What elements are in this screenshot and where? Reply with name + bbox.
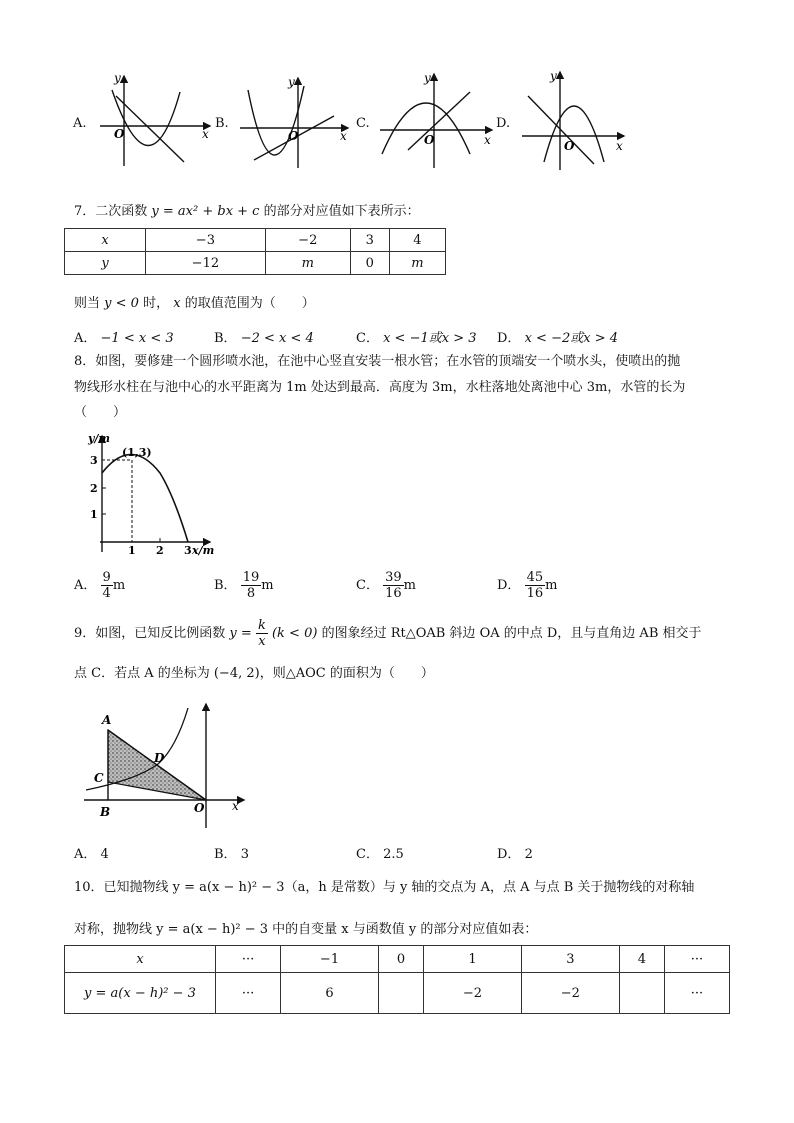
table-header-y: y (65, 252, 146, 275)
table-cell: 4 (619, 946, 664, 973)
table-header-x: x (65, 229, 146, 252)
q6-option-b-letter: B. (215, 116, 229, 131)
y-label: y (288, 75, 295, 89)
table-row (65, 229, 446, 252)
x-tick-3: 3 (184, 544, 192, 556)
parabola (544, 106, 604, 162)
table-cell: −12 (146, 252, 266, 275)
q6-graph-d (516, 66, 628, 174)
x-label: x (202, 127, 209, 141)
table-cell: ··· (216, 973, 281, 1014)
y-axis-label: y/m (88, 432, 111, 445)
table-row (65, 946, 730, 973)
q6-graph-b (234, 72, 352, 170)
q9-choice-c[interactable]: C． 2.5 (356, 847, 404, 862)
point-c-label: C (94, 771, 104, 785)
table-header-y: y = a(x − h)² − 3 (65, 973, 216, 1014)
x-axis-label: x (232, 799, 239, 813)
table-cell: 6 (281, 973, 379, 1014)
origin-label: O (114, 127, 125, 141)
table-cell: m (389, 252, 445, 275)
table-header-x: x (65, 946, 216, 973)
x-label: x (484, 133, 491, 147)
table-cell: 4 (389, 229, 445, 252)
x-tick-1: 1 (128, 544, 136, 556)
origin-label: O (288, 129, 299, 143)
table-cell (378, 973, 423, 1014)
y-tick-3: 3 (90, 454, 98, 467)
y-label: y (114, 71, 121, 85)
table-cell: ··· (664, 973, 729, 1014)
q6-graph-a (92, 70, 214, 170)
table-cell (619, 973, 664, 1014)
table-row (65, 252, 446, 275)
q10-stem-line-2: 对称，抛物线 y = a(x − h)² − 3 中的自变量 x 与函数值 y 的部分对应值如表： (74, 922, 538, 937)
y-tick-2: 2 (90, 482, 98, 495)
table-cell: −1 (281, 946, 379, 973)
parabola (248, 86, 304, 155)
origin-label: O (424, 133, 435, 147)
q9-choice-a[interactable]: A． 4 (74, 847, 109, 862)
y-tick-1: 1 (90, 508, 98, 521)
q7-value-table (64, 228, 446, 275)
water-parabola (102, 455, 188, 543)
q7-stem: 7．二次函数 y = ax² + bx + c 的部分对应值如下表所示： (74, 204, 420, 219)
table-cell: −2 (521, 973, 619, 1014)
table-cell: 0 (378, 946, 423, 973)
q7-choice-c[interactable]: C． x < −1或x > 3 (356, 331, 477, 346)
q7-formula: y = ax² + bx + c (151, 204, 260, 219)
peak-label: (1,3) (122, 446, 152, 459)
q7-choice-b[interactable]: B． −2 < x < 4 (214, 331, 314, 346)
line (528, 96, 594, 164)
table-cell: −2 (424, 973, 522, 1014)
table-cell: 0 (350, 252, 389, 275)
q8-fountain-graph (78, 430, 218, 556)
q10-value-table (64, 945, 730, 1014)
line (408, 92, 470, 150)
table-cell: 1 (424, 946, 522, 973)
q7-choice-d[interactable]: D． x < −2或x > 4 (497, 331, 618, 346)
q9-stem-line-2: 点 C．若点 A 的坐标为 (−4, 2)，则△AOC 的面积为（ ） (74, 666, 434, 681)
table-row (65, 973, 730, 1014)
point-d-label: D (154, 751, 165, 765)
x-label: x (340, 129, 347, 143)
line (116, 96, 184, 162)
x-tick-2: 2 (156, 544, 164, 556)
q6-option-c-letter: C. (356, 116, 370, 131)
q6-option-d-letter: D. (496, 116, 511, 131)
q9-choice-d[interactable]: D． 2 (497, 847, 533, 862)
y-label: y (550, 69, 557, 83)
q8-choice-a[interactable]: A． $\frac{9}{4}$ m (74, 570, 126, 601)
table-cell: −3 (146, 229, 266, 252)
q10-stem-line-1: 10．已知抛物线 y = a(x − h)² − 3（a，h 是常数）与 y 轴的交点为 A，点 A 与点 B 关于抛物线的对称轴 (74, 880, 695, 895)
q9-stem-line-1: 9．如图，已知反比例函数 y = $\frac{k}{x}$ (k < 0) 的图象经过 Rt△OAB 斜边 OA 的中点 D，且与直角边 AB 相交于 (74, 618, 702, 649)
point-a-label: A (102, 713, 112, 727)
q9-choice-b[interactable]: B． 3 (214, 847, 249, 862)
table-cell: ··· (216, 946, 281, 973)
point-b-label: B (100, 805, 111, 819)
table-cell: −2 (265, 229, 350, 252)
q7-choice-a[interactable]: A． −1 < x < 3 (74, 331, 174, 346)
q8-stem-line-3: （ ） (74, 405, 127, 420)
y-label: y (424, 71, 431, 85)
q8-choice-c[interactable]: C． $\frac{39}{16}$ m (356, 570, 416, 601)
q9-triangle-graph (76, 700, 248, 830)
origin-label: O (564, 139, 575, 153)
table-cell: 3 (521, 946, 619, 973)
q8-stem-line-1: 8．如图，要修建一个圆形喷水池，在池中心竖直安装一根水管；在水管的顶端安一个喷水头，使喷出的抛 (74, 354, 681, 369)
q8-choice-b[interactable]: B． $\frac{19}{8}$ m (214, 570, 274, 601)
table-cell: m (265, 252, 350, 275)
q7-question: 则当 y < 0 时， x 的取值范围为（ ） (74, 296, 315, 311)
x-label: x (616, 139, 623, 153)
table-cell: 3 (350, 229, 389, 252)
q6-graph-c (374, 68, 496, 172)
q8-choice-d[interactable]: D． $\frac{45}{16}$ m (497, 570, 558, 601)
table-cell: ··· (664, 946, 729, 973)
q8-stem-line-2: 物线形水柱在与池中心的水平距离为 1m 处达到最高．高度为 3m，水柱落地处离池中心 3m，水管的长为 (74, 380, 686, 395)
x-axis-label: x/m (192, 544, 215, 556)
q6-option-a-letter: A. (73, 116, 87, 131)
origin-label: O (194, 801, 205, 815)
